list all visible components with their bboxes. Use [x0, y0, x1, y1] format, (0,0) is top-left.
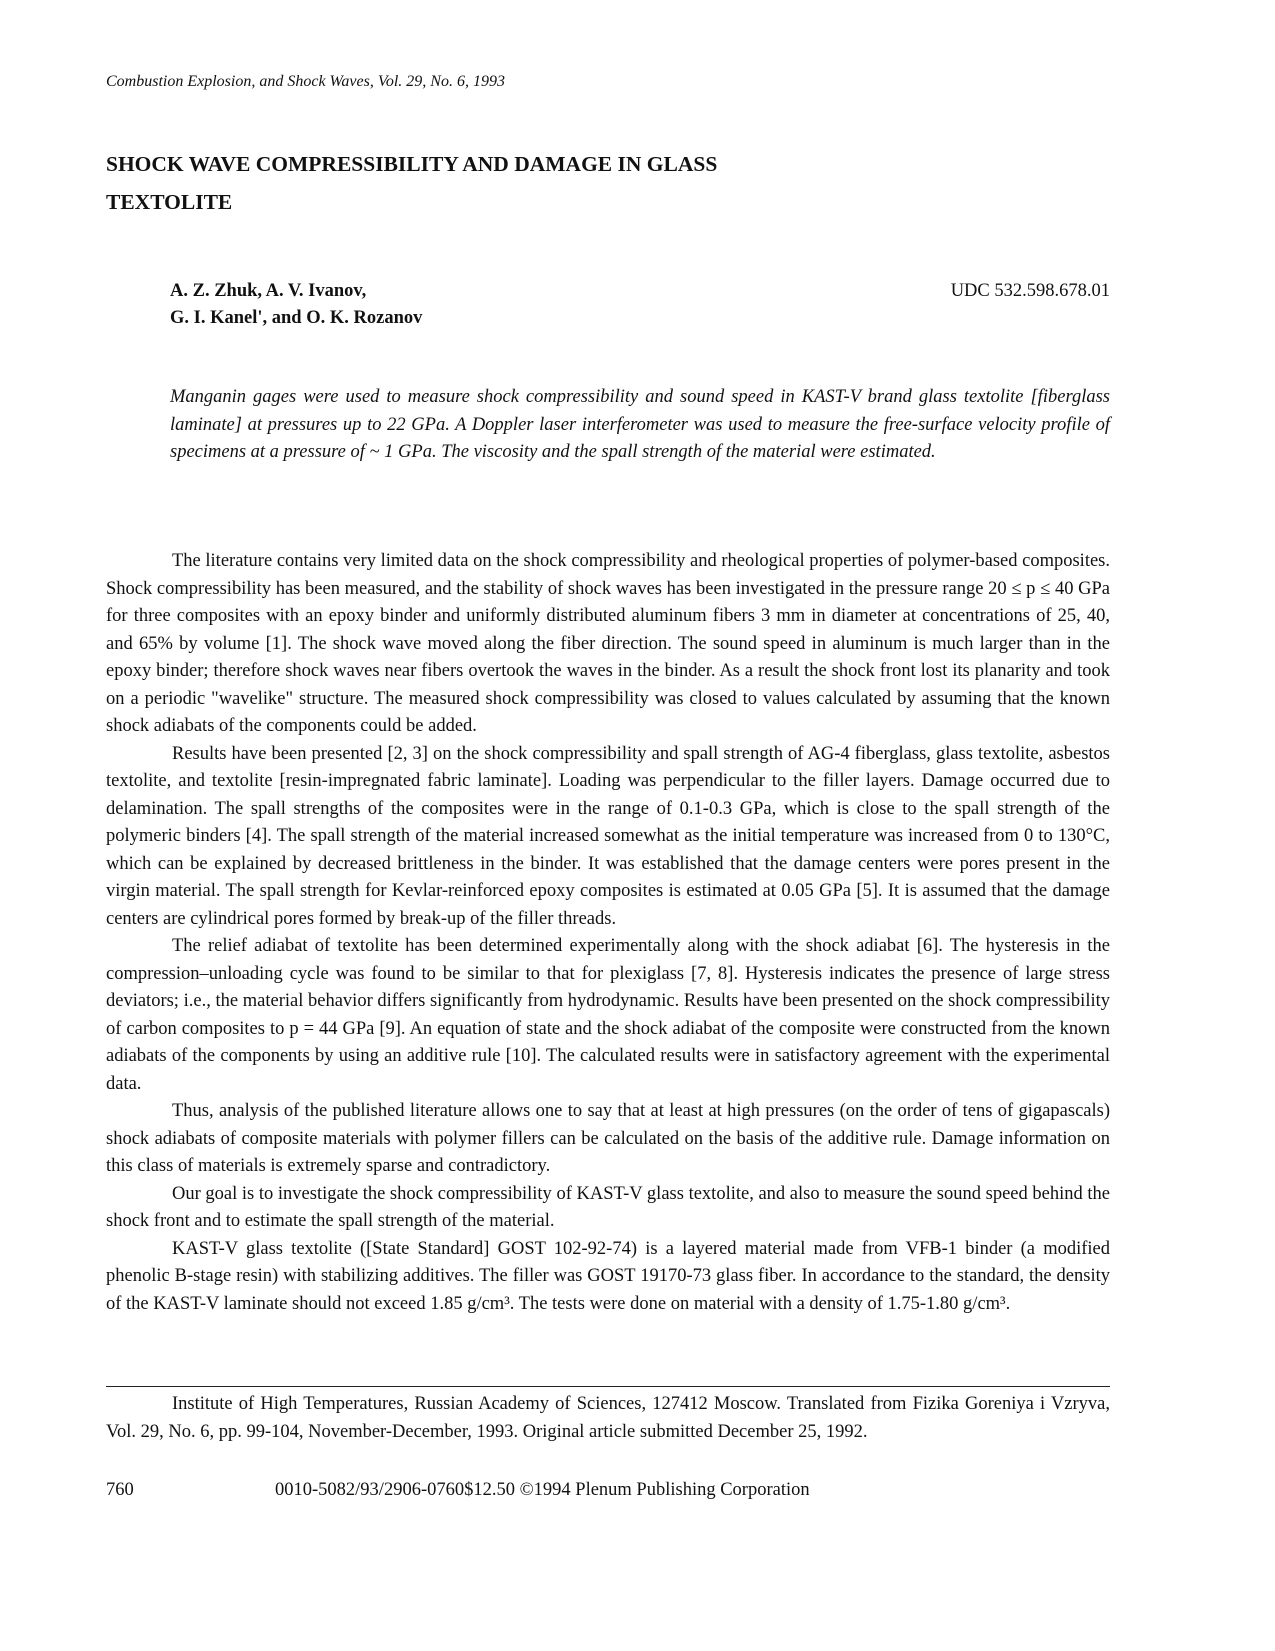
affiliation-footnote: Institute of High Temperatures, Russian Academy of Sciences, 127412 Moscow. Translated from Fizika Goreniya i Vzryva, Vol. 29, No. 6, pp. 99-104, November-December, 1993. Original article submitted December 25, 1992.: [106, 1394, 1110, 1442]
paragraph: The literature contains very limited data on the shock compressibility and rheological properties of polymer-based composites. Shock compressibility has been measured, and the stability of shock waves has been investigated in the pressure range 20 ≤ p ≤ 40 GPa for three composites with an epoxy binder and uniformly distributed aluminum fibers 3 mm in diameter at concentrations of 25, 40, and 65% by volume [1]. The shock wave moved along the fiber direction. The sound speed in aluminum is much larger than in the epoxy binder; therefore shock waves near fibers overtook the waves in the binder. As a result the shock front lost its planarity and took on a periodic "wavelike" structure. The measured shock compressibility was closed to values calculated by assuming that the known shock adiabats of the components could be added.: [106, 551, 1110, 736]
title-line-2: TEXTOLITE: [106, 190, 233, 214]
udc-code: UDC 532.598.678.01: [950, 281, 1110, 301]
authors-line-2: G. I. Kanel', and O. K. Rozanov: [170, 308, 423, 328]
paragraph: The relief adiabat of textolite has been determined experimentally along with the shock adiabat [6]. The hysteresis in the compression–unloading cycle was found to be similar to that for plexiglass [7, 8]. Hysteresis indicates the presence of large stress deviators; i.e., the material behavior differs significantly from hydrodynamic. Results have been presented on the shock compressibility of carbon composites to p = 44 GPa [9]. An equation of state and the shock adiabat of the composite were constructed from the known adiabats of the components by using an additive rule [10]. The calculated results were in satisfactory agreement with the experimental data.: [106, 936, 1110, 1094]
copyright-line: 0010-5082/93/2906-0760$12.50 ©1994 Plenum Publishing Corporation: [275, 1480, 810, 1500]
authors-line-1: A. Z. Zhuk, A. V. Ivanov,: [170, 281, 367, 301]
body-text: [106, 548, 1110, 1318]
paragraph: Thus, analysis of the published literature allows one to say that at least at high pressures (on the order of tens of gigapascals) shock adiabats of composite materials with polymer fillers can be calculated on the basis of the additive rule. Damage information on this class of materials is extremely sparse and contradictory.: [106, 1101, 1110, 1176]
footnote-divider: [106, 1386, 1110, 1387]
paragraph: Results have been presented [2, 3] on the shock compressibility and spall strength of AG-4 fiberglass, glass textolite, asbestos textolite, and textolite [resin-impregnated fabric laminate]. Loading was perpendicular to the filler layers. Damage occurred due to delamination. The spall strengths of the composites were in the range of 0.1-0.3 GPa, which is close to the spall strength of the polymeric binders [4]. The spall strength of the material increased somewhat as the initial temperature was increased from 0 to 130°C, which can be explained by decreased brittleness in the binder. It was established that the damage centers were pores present in the virgin material. The spall strength for Kevlar-reinforced epoxy composites is estimated at 0.05 GPa [5]. It is assumed that the damage centers are cylindrical pores formed by break-up of the filler threads.: [106, 743, 1110, 929]
author-list: [170, 278, 422, 332]
title-line-1: SHOCK WAVE COMPRESSIBILITY AND DAMAGE IN GLASS: [106, 152, 718, 176]
paragraph: Our goal is to investigate the shock compressibility of KAST-V glass textolite, and also to measure the sound speed behind the shock front and to estimate the spall strength of the material.: [106, 1183, 1110, 1231]
abstract: Manganin gages were used to measure shock compressibility and sound speed in KAST-V brand glass textolite [fiberglass laminate] at pressures up to 22 GPa. A Doppler laser interferometer was used to measure the free-surface velocity profile of specimens at a pressure of ~ 1 GPa. The viscosity and the spall strength of the material were estimated.: [170, 387, 1110, 462]
paragraph: KAST-V glass textolite ([State Standard] GOST 102-92-74) is a layered material made from VFB-1 binder (a modified phenolic B-stage resin) with stabilizing additives. The filler was GOST 19170-73 glass fiber. In accordance to the standard, the density of the KAST-V laminate should not exceed 1.85 g/cm³. The tests were done on material with a density of 1.75-1.80 g/cm³.: [106, 1238, 1110, 1314]
article-title: [106, 145, 1006, 221]
page-number: 760: [106, 1480, 134, 1500]
journal-citation: Combustion Explosion, and Shock Waves, Vol. 29, No. 6, 1993: [106, 73, 505, 90]
